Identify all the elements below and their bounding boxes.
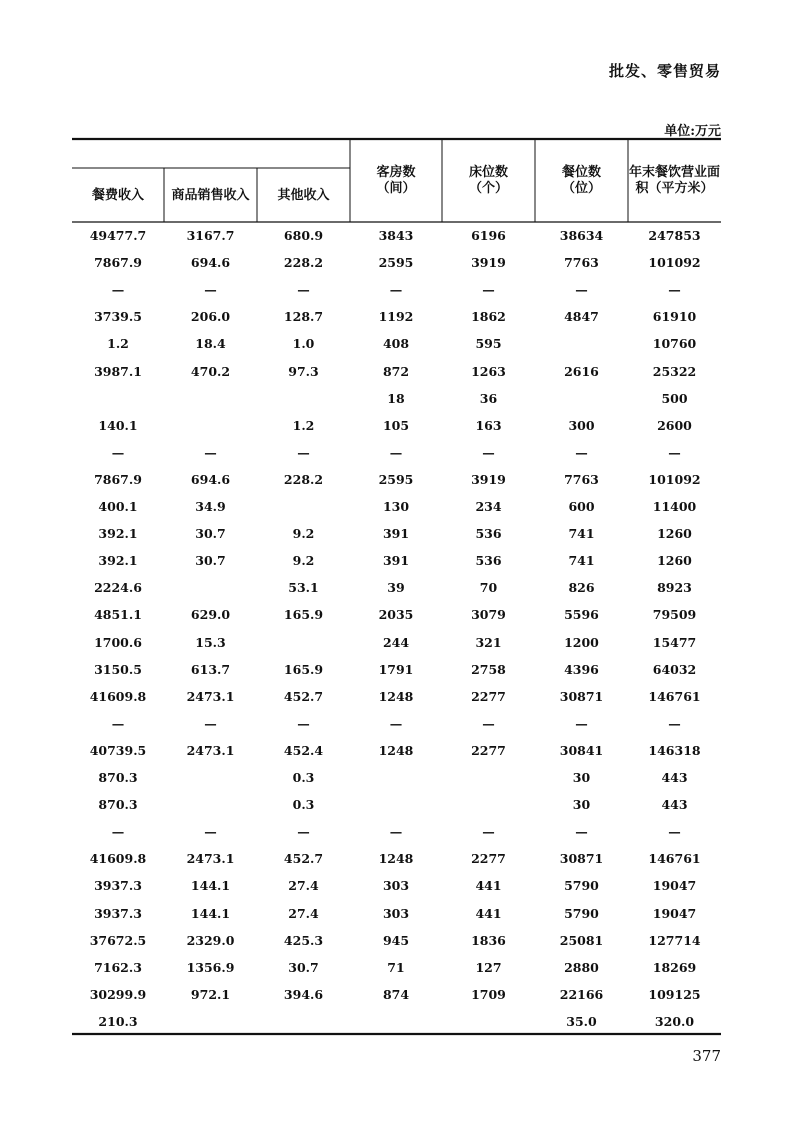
table-cell: 443 [661, 770, 688, 785]
table-cell: — [389, 282, 403, 298]
table-cell: 3937.3 [94, 905, 142, 921]
table-cell: — [297, 282, 310, 298]
table-cell: 1248 [378, 688, 414, 704]
table-cell: 7867.9 [94, 471, 142, 487]
table-cell: 41609.8 [89, 851, 147, 867]
table-cell: 10760 [652, 336, 697, 352]
table-cell: 0.3 [292, 770, 315, 785]
table-cell: — [297, 824, 310, 840]
table-cell: 61910 [652, 309, 697, 325]
table-cell: 247853 [648, 228, 701, 243]
table-cell: 38634 [559, 228, 604, 243]
table-cell: 244 [382, 634, 410, 650]
column-header-line: 餐位数 [561, 165, 601, 180]
table-cell: 3937.3 [94, 878, 142, 894]
table-cell: 22166 [559, 986, 604, 1002]
table-cell: 392.1 [98, 553, 138, 569]
table-cell: — [668, 824, 681, 840]
table-cell: 19047 [652, 878, 697, 894]
table-cell: 34.9 [195, 499, 226, 514]
table-cell: 3987.1 [94, 363, 142, 379]
table-cell: — [482, 444, 495, 460]
table-cell: 30841 [559, 742, 604, 758]
table-cell: 163 [475, 417, 502, 433]
table-cell: 694.6 [190, 255, 231, 271]
table-cell: 15.3 [195, 634, 226, 650]
table-cell: — [482, 715, 495, 731]
column-header-line: 客房数 [376, 165, 416, 180]
table-cell: 27.4 [288, 905, 319, 921]
table-cell: 443 [661, 797, 688, 813]
table-cell: — [204, 824, 217, 840]
table-cell: 127714 [648, 932, 701, 948]
table-cell: 2473.1 [186, 742, 235, 758]
table-cell: 30.7 [195, 553, 226, 569]
column-header [350, 165, 442, 197]
table-cell: 408 [382, 336, 410, 352]
column-header-line: 其他收入 [277, 188, 330, 203]
table-cell: 1200 [564, 634, 599, 650]
table-cell: — [482, 282, 495, 298]
table-cell: 15477 [652, 634, 697, 650]
table-cell: 146761 [648, 851, 701, 867]
table-cell: 2473.1 [186, 851, 235, 867]
table-cell: 97.3 [288, 363, 319, 379]
table-cell: 105 [382, 417, 410, 433]
table-cell: 2224.6 [94, 580, 142, 596]
table-cell: 6196 [471, 228, 506, 243]
table-cell: — [575, 824, 588, 840]
table-cell: 680.9 [283, 228, 324, 243]
column-header-line: （间） [376, 181, 416, 196]
table-cell: 4851.1 [94, 607, 142, 623]
column-header-line: 积（平方米） [635, 181, 714, 196]
table-cell: — [668, 282, 681, 298]
table-cell: 228.2 [283, 255, 324, 271]
table-cell: 35.0 [566, 1013, 597, 1029]
table-cell: 741 [568, 553, 595, 569]
table-cell: 500 [661, 390, 688, 406]
table-cell: 4396 [564, 661, 599, 677]
table-cell: — [111, 715, 125, 731]
table-cell: 30.7 [288, 959, 319, 975]
column-header-line: 餐费收入 [91, 188, 144, 203]
table-cell: 2277 [471, 688, 506, 704]
table-cell: 144.1 [190, 878, 231, 894]
table-cell: 1192 [378, 309, 414, 325]
table-cell: 144.1 [190, 905, 231, 921]
table-cell: 18.4 [195, 336, 226, 352]
table-cell: 64032 [652, 661, 697, 677]
table-cell: — [575, 282, 588, 298]
table-cell: 30 [572, 770, 591, 785]
table-cell: 30299.9 [89, 986, 147, 1002]
table-cell: 7763 [564, 255, 599, 271]
table-cell: 2880 [564, 959, 599, 975]
column-header-line: （个） [468, 181, 508, 196]
table-cell: 79509 [652, 607, 697, 623]
column-header [164, 188, 257, 204]
table-cell: 452.4 [283, 742, 324, 758]
table-cell: 441 [475, 878, 502, 894]
table-cell: 3739.5 [94, 309, 142, 325]
table-cell: 441 [475, 905, 502, 921]
table-cell: 2616 [564, 363, 599, 379]
table-cell: 1356.9 [186, 959, 235, 975]
table-cell: 1700.6 [94, 634, 142, 650]
table-cell: 1260 [657, 526, 692, 542]
table-cell: 300 [568, 417, 595, 433]
table-cell: 3919 [471, 255, 506, 271]
table-cell: 206.0 [190, 309, 231, 325]
table-cell: 2035 [378, 607, 414, 623]
column-header-line: 商品销售收入 [171, 188, 250, 203]
table-cell: 5596 [564, 607, 599, 623]
table-cell: 872 [382, 363, 410, 379]
table-cell: 392.1 [98, 526, 138, 542]
table-cell: 595 [475, 336, 502, 352]
table-cell: 18269 [652, 959, 697, 975]
table-cell: 613.7 [190, 661, 231, 677]
table-cell: — [204, 715, 217, 731]
table-cell: 30871 [559, 688, 604, 704]
table-cell: 0.3 [292, 797, 315, 813]
table-cell: 2473.1 [186, 688, 235, 704]
table-cell: 536 [475, 526, 502, 542]
table-cell: 101092 [648, 255, 701, 271]
column-header [72, 188, 164, 204]
table-cell: 2600 [657, 417, 692, 433]
column-header-line: 年末餐饮营业面 [628, 165, 720, 180]
table-cell: 945 [382, 932, 410, 948]
table-cell: 391 [382, 553, 410, 569]
table-cell: 870.3 [98, 770, 138, 785]
table-cell: 70 [479, 580, 498, 596]
table-cell: 165.9 [283, 661, 324, 677]
table-cell: 870.3 [98, 797, 138, 813]
section-title: 批发、零售贸易 [608, 62, 721, 80]
table-cell: 470.2 [190, 363, 231, 379]
table-cell: — [111, 824, 125, 840]
table-cell: 629.0 [190, 607, 231, 623]
table-cell: 321 [475, 634, 502, 650]
column-header [442, 165, 535, 197]
table-cell: 1709 [471, 986, 506, 1002]
table-cell: — [668, 444, 681, 460]
table-cell: 109125 [648, 986, 701, 1002]
table-cell: 53.1 [288, 580, 319, 596]
table-cell: 9.2 [292, 553, 315, 569]
table-cell: — [668, 715, 681, 731]
table-cell: 5790 [564, 905, 599, 921]
column-header [257, 188, 350, 204]
column-header [628, 165, 721, 197]
table-cell: 1862 [471, 309, 506, 325]
table-cell: 11400 [652, 499, 697, 514]
table-cell: 7867.9 [94, 255, 142, 271]
table-cell: 303 [382, 905, 410, 921]
table-cell: 25081 [559, 932, 604, 948]
table-cell: 3079 [471, 607, 506, 623]
table-cell: 9.2 [292, 526, 315, 542]
table-cell: 2277 [471, 851, 506, 867]
table-cell: — [204, 444, 217, 460]
table-cell: — [297, 444, 310, 460]
table-cell: 425.3 [283, 932, 324, 948]
table-cell: 452.7 [283, 688, 324, 704]
table-cell: — [389, 824, 403, 840]
table-cell: 1791 [378, 661, 414, 677]
table-cell: 1.2 [107, 336, 129, 352]
table-cell: 27.4 [288, 878, 319, 894]
table-cell: 41609.8 [89, 688, 147, 704]
table-cell: — [111, 444, 125, 460]
unit-label: 单位:万元 [664, 124, 721, 139]
table-cell: 826 [568, 580, 595, 596]
table-cell: 741 [568, 526, 595, 542]
table-cell: — [482, 824, 495, 840]
table-cell: — [575, 715, 588, 731]
table-cell: 2277 [471, 742, 506, 758]
table-cell: 8923 [657, 580, 692, 596]
table-cell: 1248 [378, 851, 414, 867]
table-cell: 234 [475, 499, 502, 514]
table-cell: 2758 [471, 661, 506, 677]
table-cell: 1836 [471, 932, 506, 948]
table-cell: — [297, 715, 310, 731]
table-cell: 394.6 [283, 986, 324, 1002]
table-cell: 7763 [564, 471, 599, 487]
table-cell: 2595 [378, 255, 414, 271]
table-cell: 130 [382, 499, 410, 514]
table-cell: 972.1 [190, 986, 231, 1002]
table-cell: 2329.0 [186, 932, 235, 948]
table-cell: 37672.5 [89, 932, 147, 948]
table-cell: 5790 [564, 878, 599, 894]
column-header-line: 床位数 [468, 165, 508, 180]
table-cell: 2595 [378, 471, 414, 487]
table-cell: 30 [572, 797, 591, 813]
table-cell: 39 [387, 580, 405, 596]
table-cell: 127 [475, 959, 502, 975]
table-cell: — [389, 715, 403, 731]
table-cell: 128.7 [283, 309, 324, 325]
table-cell: 452.7 [283, 851, 324, 867]
table-cell: 49477.7 [89, 228, 147, 243]
table-cell: 146318 [648, 742, 701, 758]
table-cell: 1260 [657, 553, 692, 569]
table-cell: 30871 [559, 851, 604, 867]
column-header [535, 165, 628, 197]
table-cell: 1.0 [292, 336, 315, 352]
page-number: 377 [692, 1047, 721, 1065]
table-cell: 18 [387, 390, 405, 406]
table-cell: — [575, 444, 588, 460]
table-cell: 1248 [378, 742, 414, 758]
table-cell: 3919 [471, 471, 506, 487]
table-cell: 4847 [564, 309, 599, 325]
table-cell: 536 [475, 553, 502, 569]
table-cell: 140.1 [98, 417, 138, 433]
table-cell: 303 [382, 878, 410, 894]
table-cell: 3167.7 [186, 228, 235, 243]
table-cell: 36 [479, 390, 498, 406]
column-header-line: （位） [561, 181, 601, 196]
table-cell: 40739.5 [89, 742, 147, 758]
table-cell: 146761 [648, 688, 701, 704]
table-cell: 7162.3 [94, 959, 142, 975]
table-cell: 71 [387, 959, 405, 975]
table-cell: 19047 [652, 905, 697, 921]
table-cell: 320.0 [654, 1013, 695, 1029]
table-cell: — [389, 444, 403, 460]
table-cell: 101092 [648, 471, 701, 487]
table-cell: — [111, 282, 125, 298]
table-cell: 1.2 [292, 417, 315, 433]
table-cell: 400.1 [98, 499, 138, 514]
table-cell: 210.3 [98, 1013, 138, 1029]
table-cell: — [204, 282, 217, 298]
table-cell: 694.6 [190, 471, 231, 487]
table-cell: 1263 [471, 363, 506, 379]
table-cell: 25322 [652, 363, 697, 379]
table-cell: 3150.5 [94, 661, 142, 677]
table-cell: 3843 [378, 228, 414, 243]
table-cell: 30.7 [195, 526, 226, 542]
table-cell: 391 [382, 526, 410, 542]
table-cell: 165.9 [283, 607, 324, 623]
table-cell: 228.2 [283, 471, 324, 487]
table-cell: 600 [568, 499, 595, 514]
table-cell: 874 [382, 986, 410, 1002]
